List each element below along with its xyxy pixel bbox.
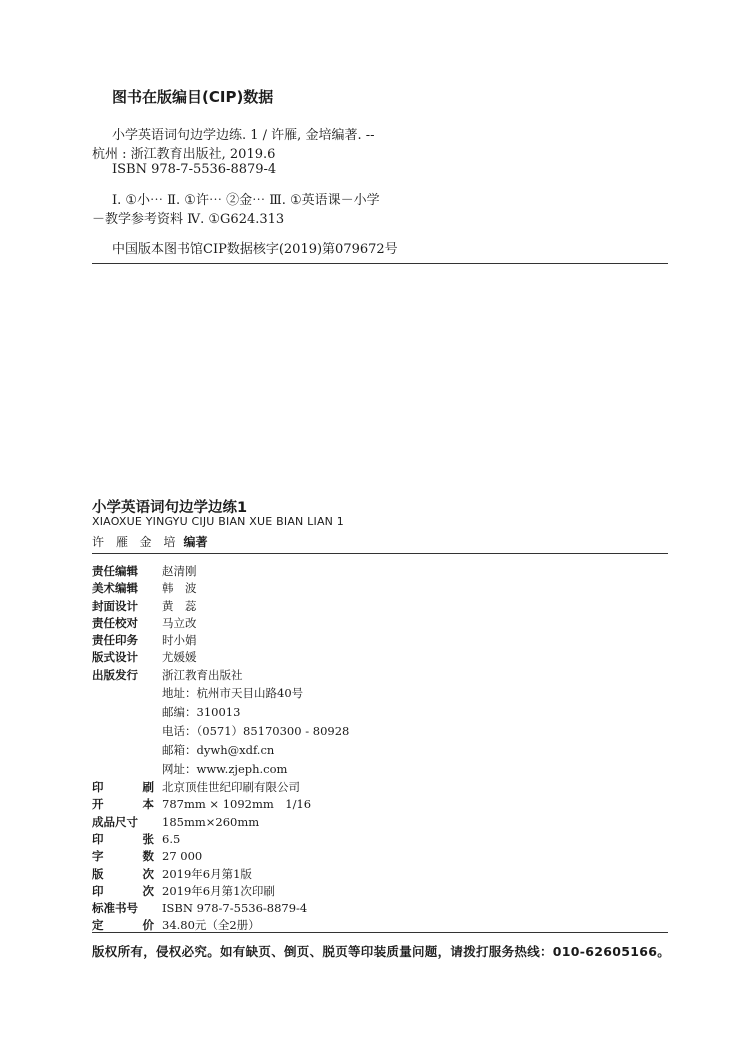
- credit-value: 185mm×260mm: [162, 814, 260, 829]
- label-char: 刷: [142, 780, 154, 795]
- credit-label: [92, 883, 154, 900]
- credit-label: 版式设计: [92, 650, 138, 665]
- publisher-email: 邮箱：dywh@xdf.cn: [162, 743, 275, 758]
- credit-value: ISBN 978-7-5536-8879-4: [162, 901, 308, 916]
- book-title: 小学英语词句边学边练1: [92, 500, 248, 516]
- credit-value: 韩 波: [162, 581, 197, 596]
- credit-label: 标准书号: [92, 901, 138, 916]
- copyright-notice: 版权所有，侵权必究。如有缺页、倒页、脱页等印装质量问题，请拨打服务热线：010-62605166。: [92, 944, 671, 959]
- publisher-postcode: 邮编：310013: [162, 705, 241, 720]
- cip-line-3: ISBN 978-7-5536-8879-4: [112, 162, 277, 177]
- cip-line-6: 中国版本图书馆CIP数据核字(2019)第079672号: [112, 242, 398, 257]
- author-1: 许 雁: [92, 535, 129, 549]
- publisher-website: 网址：www.zjeph.com: [162, 762, 288, 777]
- author-2: 金 培: [139, 535, 176, 549]
- cip-title: 图书在版编目(CIP)数据: [112, 88, 274, 106]
- label-char: 定: [92, 918, 104, 933]
- cip-line-5: －教学参考资料 Ⅳ. ①G624.313: [92, 212, 285, 227]
- credit-label: [92, 866, 154, 883]
- credit-label: 封面设计: [92, 598, 138, 613]
- credit-value: 浙江教育出版社: [162, 667, 243, 682]
- credit-value: 34.80元（全2册）: [162, 918, 260, 933]
- publisher-phone: 电话：（0571）85170300 - 80928: [162, 724, 350, 739]
- author-role: 编著: [183, 535, 208, 549]
- label-char: 版: [92, 866, 104, 881]
- credit-value: 2019年6月第1版: [162, 866, 252, 881]
- credit-value: 北京顶佳世纪印刷有限公司: [162, 780, 300, 795]
- credit-label: 责任编辑: [92, 564, 138, 578]
- credit-label: 责任印务: [92, 633, 138, 648]
- cip-line-1: 小学英语词句边学边练. 1 / 许雁, 金培编著. --: [112, 128, 375, 143]
- label-char: 印: [92, 883, 104, 898]
- credit-label: [92, 796, 154, 813]
- cip-line-4: Ⅰ. ①小⋯ Ⅱ. ①许⋯ ②金⋯ Ⅲ. ①英语课－小学: [112, 193, 380, 208]
- copyright-divider: [92, 932, 668, 933]
- label-char: 印: [92, 780, 104, 795]
- publisher-address: 地址：杭州市天目山路40号: [162, 686, 304, 701]
- authors: [92, 533, 208, 550]
- credit-value: 6.5: [162, 831, 181, 846]
- credit-label: [92, 779, 154, 796]
- label-char: 开: [92, 797, 104, 812]
- credit-label: 美术编辑: [92, 581, 138, 596]
- credit-value: 黄 蕊: [162, 598, 197, 613]
- credit-value: 2019年6月第1次印刷: [162, 883, 275, 898]
- credit-value: 马立改: [162, 615, 197, 630]
- label-char: 数: [142, 849, 154, 864]
- title-divider: [92, 553, 668, 554]
- credit-label: 出版发行: [92, 667, 138, 682]
- label-char: 本: [142, 797, 154, 812]
- cip-divider: [92, 263, 668, 264]
- credit-value: 787mm × 1092mm 1/16: [162, 797, 312, 812]
- book-pinyin: XIAOXUE YINGYU CIJU BIAN XUE BIAN LIAN 1: [92, 515, 344, 528]
- label-char: 次: [142, 866, 154, 881]
- label-char: 字: [92, 849, 104, 864]
- label-char: 价: [142, 918, 154, 933]
- credit-label: [92, 831, 154, 848]
- credit-label: [92, 848, 154, 865]
- cip-line-2: 杭州 : 浙江教育出版社, 2019.6: [92, 147, 276, 162]
- label-char: 次: [142, 883, 154, 898]
- label-char: 印: [92, 831, 104, 846]
- label-char: 张: [142, 831, 154, 846]
- credit-label: 责任校对: [92, 615, 138, 630]
- credit-value: 时小娟: [162, 633, 197, 648]
- credit-label: 成品尺寸: [92, 814, 138, 829]
- credit-value: 赵清刚: [162, 564, 197, 578]
- credit-value: 尤媛媛: [162, 650, 197, 665]
- credit-value: 27 000: [162, 849, 203, 864]
